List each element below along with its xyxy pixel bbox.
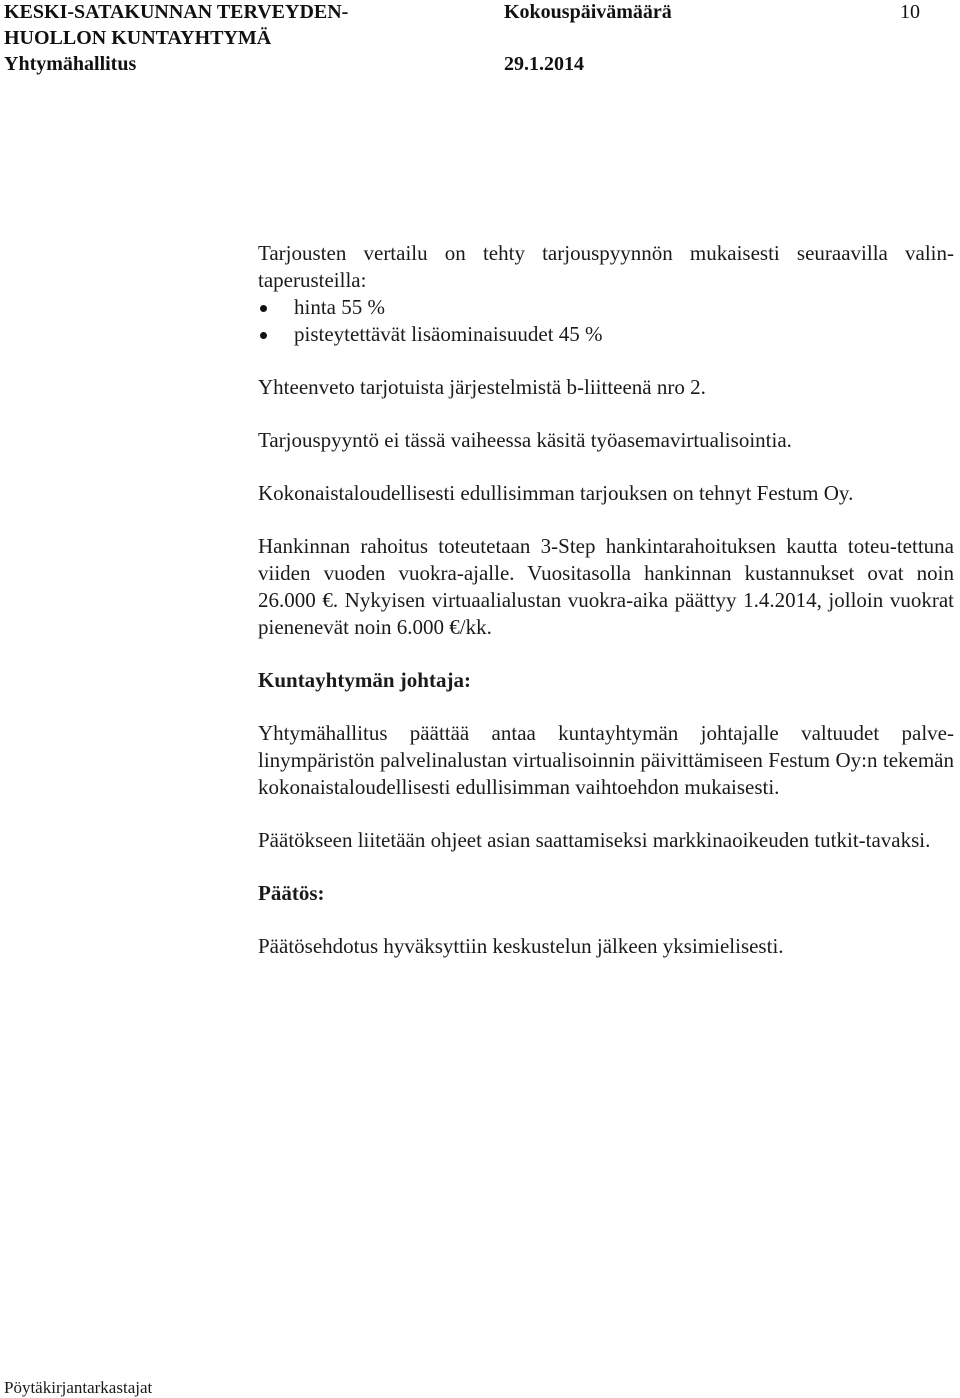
- decision-heading: Päätös:: [258, 881, 325, 905]
- financing-paragraph: Hankinnan rahoitus toteutetaan 3-Step hankintarahoituksen kautta toteu-tettuna viiden vuoden vuokra-ajalle. Vuositasolla hankinnan kustannukset ovat noin 26.000 €. Nykyisen virtuaalialustan vuokra-aika päättyy 1.4.2014, jolloin vuokrat pienenevät noin 6.000 €/kk.: [258, 534, 954, 639]
- best-offer-paragraph: Kokonaistaloudellisesti edullisimman tarjouksen on tehnyt Festum Oy.: [258, 481, 854, 505]
- summary-paragraph: Yhteenveto tarjotuista järjestelmistä b-liitteenä nro 2.: [258, 375, 706, 399]
- bullet-icon: [260, 332, 267, 339]
- bullet-icon: [260, 305, 267, 312]
- proposal-paragraph: Yhtymähallitus päättää antaa kuntayhtymän johtajalle valtuudet palve-linympäristön palvelinalustan virtualisoinnin päivittämiseen Festum Oy:n tekemän kokonaistaloudellisesti edullisimman vaihtoehdon mukaisesti.: [258, 721, 954, 799]
- document-body: [258, 240, 954, 986]
- page-number: 10: [900, 1, 920, 23]
- organization-name-line1: KESKI-SATAKUNNAN TERVEYDEN-: [4, 1, 349, 23]
- criteria-price: hinta 55 %: [294, 295, 385, 319]
- organization-name-line2: HUOLLON KUNTAYHTYMÄ: [4, 27, 272, 49]
- proposal-heading: Kuntayhtymän johtaja:: [258, 668, 471, 692]
- list-item: [258, 294, 954, 321]
- comparison-intro: Tarjousten vertailu on tehty tarjouspyynnön mukaisesti seuraavilla valin-taperusteilla:: [258, 241, 954, 292]
- minutes-checkers-label: Pöytäkirjantarkastajat: [4, 1378, 153, 1397]
- governing-body: Yhtymähallitus: [4, 53, 137, 75]
- criteria-list: [258, 294, 954, 348]
- scope-paragraph: Tarjouspyyntö ei tässä vaiheessa käsitä työasemavirtualisointia.: [258, 428, 792, 452]
- list-item: [258, 321, 954, 348]
- criteria-features: pisteytettävät lisäominaisuudet 45 %: [294, 322, 603, 346]
- meeting-date: 29.1.2014: [504, 53, 584, 75]
- meeting-date-label: Kokouspäivämäärä: [504, 1, 672, 23]
- decision-paragraph: Päätösehdotus hyväksyttiin keskustelun jälkeen yksimielisesti.: [258, 934, 784, 958]
- appeal-paragraph: Päätökseen liitetään ohjeet asian saattamiseksi markkinaoikeuden tutkit-tavaksi.: [258, 828, 931, 852]
